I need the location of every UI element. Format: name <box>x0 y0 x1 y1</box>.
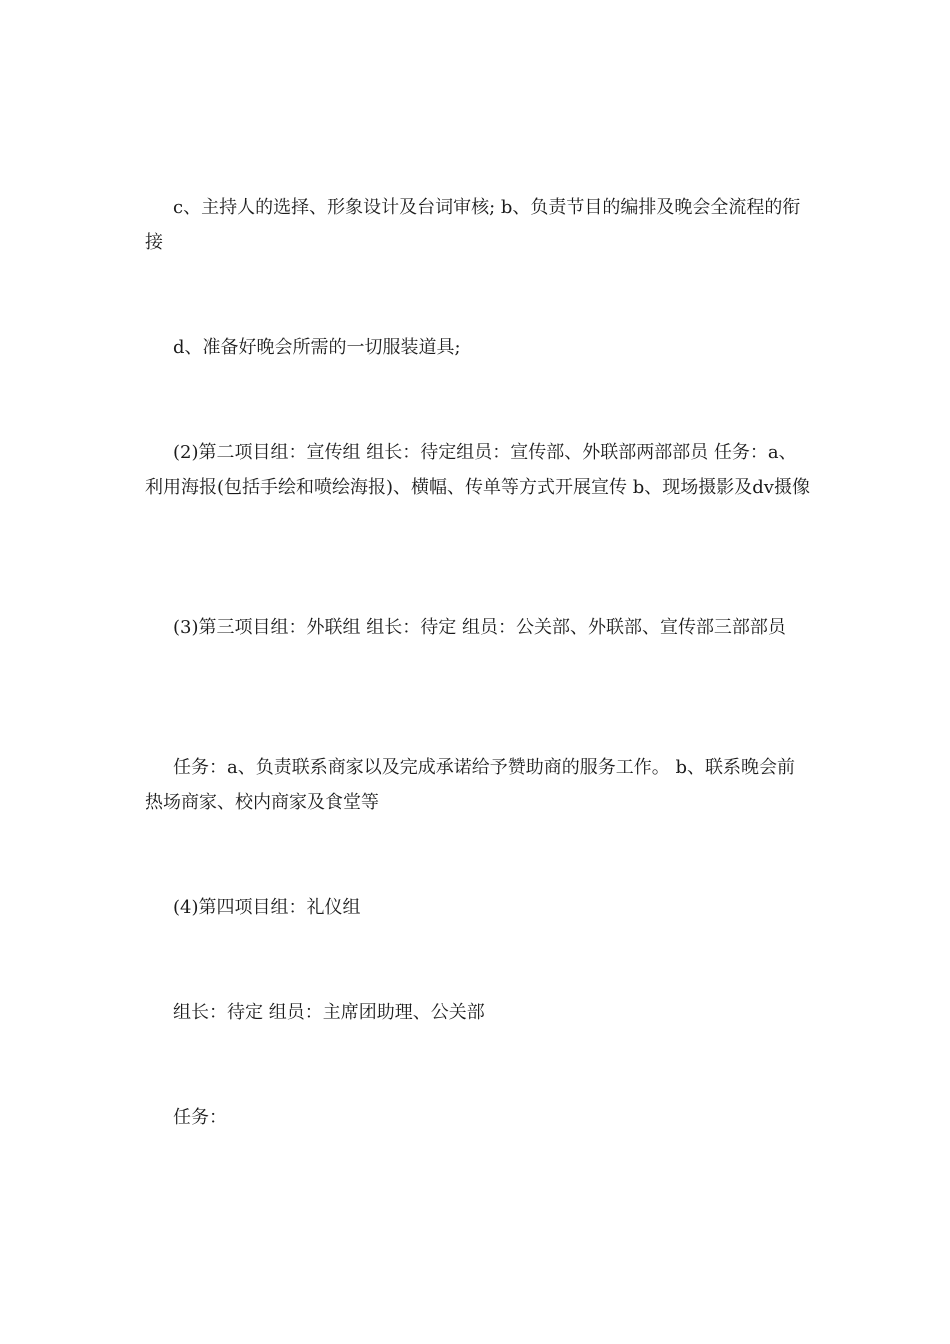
paragraph-external-relations-group: (3)第三项目组：外联组 组长：待定 组员：公关部、外联部、宣传部三部部员 <box>173 617 786 638</box>
paragraph-etiquette-members: 组长：待定 组员：主席团助理、公关部 <box>173 1002 485 1023</box>
paragraph-publicity-group: (2)第二项目组：宣传组 组长：待定组员：宣传部、外联部两部部员 任务：a、利用海报(包括手绘和喷绘海报)、横幅、传单等方式开展宣传 b、现场摄影及dv摄像 <box>145 442 810 498</box>
paragraph-etiquette-group: (4)第四项目组：礼仪组 <box>173 897 361 918</box>
paragraph-tasks-heading: 任务： <box>173 1107 227 1128</box>
paragraph-costume-props: d、准备好晚会所需的一切服装道具; <box>173 337 461 358</box>
paragraph-host-and-program-tasks: c、主持人的选择、形象设计及台词审核; b、负责节目的编排及晚会全流程的衔接 <box>145 197 801 253</box>
paragraph-external-relations-tasks: 任务：a、负责联系商家以及完成承诺给予赞助商的服务工作。 b、联系晚会前热场商家、校内商家及食堂等 <box>145 757 795 813</box>
